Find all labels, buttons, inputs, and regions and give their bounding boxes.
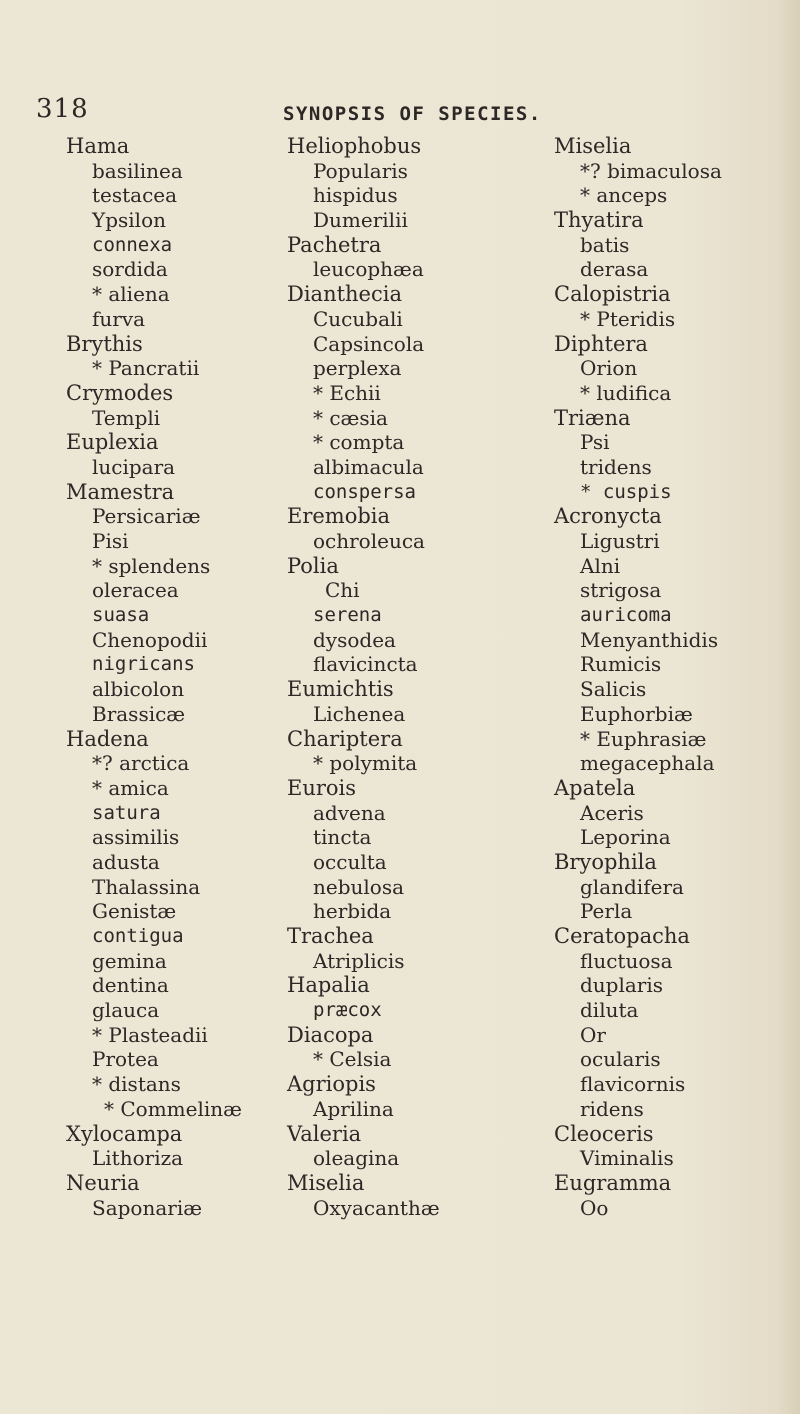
species-name: derasa <box>580 257 649 282</box>
genus-heading: Crymodes <box>66 380 174 405</box>
genus-heading: Hadena <box>66 726 149 751</box>
species-name: perplexa <box>313 356 402 381</box>
species-name: oleagina <box>313 1146 400 1171</box>
genus-heading: Mamestra <box>66 479 175 504</box>
species-name: Genistæ <box>92 899 177 924</box>
species-name: tridens <box>580 454 652 479</box>
species-name: Popularis <box>313 158 408 183</box>
genus-heading: Xylocampa <box>66 1121 183 1146</box>
genus-heading: Trachea <box>287 924 374 948</box>
genus-heading: Miselia <box>554 134 632 158</box>
species-name: diluta <box>580 998 639 1023</box>
species-name: * Commelinæ <box>104 1096 242 1121</box>
species-name: * amica <box>92 775 169 800</box>
species-name: * Pancratii <box>92 356 200 381</box>
species-name: Aceris <box>580 800 644 825</box>
genus-heading: Eugramma <box>554 1170 672 1195</box>
genus-heading: Brythis <box>66 331 143 356</box>
species-name: satura <box>92 801 161 824</box>
species-name: * Pteridis <box>580 306 676 331</box>
genus-heading: Triæna <box>554 405 631 430</box>
genus-heading: Euplexia <box>66 430 159 455</box>
species-name: tincta <box>313 825 372 850</box>
genus-heading: Apatela <box>554 775 636 800</box>
species-name: contigua <box>92 925 184 947</box>
species-name: glandifera <box>580 874 684 899</box>
species-name: hispidus <box>313 183 398 208</box>
species-name: Brassicæ <box>92 701 186 726</box>
species-name: * cæsia <box>313 405 388 430</box>
genus-heading: Hama <box>66 134 130 158</box>
species-name: * ludifica <box>580 380 672 405</box>
species-name: * distans <box>92 1072 181 1097</box>
genus-heading: Chariptera <box>287 726 403 751</box>
species-name: adusta <box>92 849 160 874</box>
species-name: Chi <box>325 578 360 603</box>
species-name: suasa <box>92 604 150 627</box>
species-name: oleracea <box>92 578 179 603</box>
species-name: fluctuosa <box>580 948 673 973</box>
species-name: Thalassina <box>92 874 201 899</box>
species-name: flavicincta <box>313 652 418 677</box>
species-name: glauca <box>92 998 160 1023</box>
genus-heading: Neuria <box>66 1170 140 1195</box>
species-column-3 <box>554 134 722 1220</box>
species-name: flavicornis <box>580 1072 686 1097</box>
species-name: Cucubali <box>313 306 403 331</box>
genus-heading: Polia <box>287 553 339 578</box>
species-name: Rumicis <box>580 652 662 677</box>
species-name: * Celsia <box>313 1047 392 1072</box>
species-name: batis <box>580 232 630 257</box>
species-name: Dumerilii <box>313 208 408 233</box>
species-name: * splendens <box>92 553 211 578</box>
species-name: Capsincola <box>313 331 425 356</box>
genus-heading: Eremobia <box>287 504 391 529</box>
species-name: strigosa <box>580 578 662 603</box>
species-name: Salicis <box>580 677 647 702</box>
species-name: dentina <box>92 973 169 998</box>
species-name: advena <box>313 800 386 825</box>
species-name: nebulosa <box>313 874 405 899</box>
genus-heading: Eurois <box>287 775 357 800</box>
species-name: *? arctica <box>92 751 190 776</box>
species-name: herbida <box>313 899 392 924</box>
genus-heading: Ceratopacha <box>554 924 690 948</box>
species-name: sordida <box>92 257 168 282</box>
species-name: Persicariæ <box>92 504 201 529</box>
genus-heading: Dianthecia <box>287 282 402 307</box>
species-name: Lithoriza <box>92 1146 184 1171</box>
species-name: * Echii <box>313 380 381 405</box>
species-name: basilinea <box>92 158 183 183</box>
species-name: duplaris <box>580 973 664 998</box>
species-name: furva <box>92 306 146 331</box>
species-column-2 <box>287 134 440 1220</box>
species-name: Leporina <box>580 825 671 850</box>
genus-heading: Diphtera <box>554 331 648 356</box>
species-name: testacea <box>92 183 178 208</box>
species-name: Atriplicis <box>313 948 405 973</box>
species-name: Ypsilon <box>92 208 166 233</box>
species-name: Oxyacanthæ <box>313 1195 440 1220</box>
species-name: assimilis <box>92 825 180 850</box>
species-name: Orion <box>580 356 638 381</box>
species-name: Saponariæ <box>92 1195 203 1220</box>
genus-heading: Heliophobus <box>287 134 422 158</box>
species-name: connexa <box>92 233 173 256</box>
species-name: Menyanthidis <box>580 627 719 652</box>
genus-heading: Acronycta <box>554 504 662 529</box>
species-name: dysodea <box>313 627 396 652</box>
species-name: conspersa <box>313 480 416 503</box>
species-name: Perla <box>580 899 633 924</box>
species-name: nigricans <box>92 653 195 676</box>
genus-heading: Pachetra <box>287 232 382 257</box>
species-name: * Euphrasiæ <box>580 726 707 751</box>
genus-heading: Hapalia <box>287 973 370 998</box>
genus-heading: Agriopis <box>287 1072 376 1097</box>
species-name: * polymita <box>313 751 418 776</box>
species-name: Or <box>580 1022 606 1047</box>
species-name: Viminalis <box>580 1146 674 1171</box>
species-name: serena <box>313 604 382 627</box>
genus-heading: Thyatira <box>554 208 644 233</box>
species-name: *? bimaculosa <box>580 158 722 183</box>
species-name: Chenopodii <box>92 627 208 652</box>
running-head-title: SYNOPSIS OF SPECIES. <box>283 103 542 125</box>
species-name: Alni <box>580 553 621 578</box>
species-name: Ligustri <box>580 529 660 553</box>
species-name: gemina <box>92 948 167 973</box>
species-name: leucophæa <box>313 257 424 282</box>
species-name: ridens <box>580 1096 644 1121</box>
species-name: occulta <box>313 849 387 874</box>
species-name: * aliena <box>92 282 170 307</box>
species-name: auricoma <box>580 604 672 627</box>
species-name: lucipara <box>92 454 176 479</box>
species-name: * Plasteadii <box>92 1022 208 1047</box>
species-name: megacephala <box>580 751 715 776</box>
genus-heading: Eumichtis <box>287 677 394 702</box>
genus-heading: Cleoceris <box>554 1121 654 1146</box>
species-name: Lichenea <box>313 701 406 726</box>
species-name: * cuspis <box>580 480 672 503</box>
genus-heading: Bryophila <box>554 849 657 874</box>
species-name: * compta <box>313 430 405 455</box>
genus-heading: Miselia <box>287 1170 365 1195</box>
species-name: Euphorbiæ <box>580 701 693 726</box>
species-name: præcox <box>313 999 382 1022</box>
species-name: ocularis <box>580 1047 661 1072</box>
species-name: ochroleuca <box>313 529 425 553</box>
species-name: albicolon <box>92 677 185 702</box>
species-name: albimacula <box>313 454 424 479</box>
genus-heading: Valeria <box>287 1121 362 1146</box>
species-name: Templi <box>92 405 161 430</box>
page-number: 318 <box>36 94 89 124</box>
genus-heading: Diacopa <box>287 1022 374 1047</box>
species-name: Aprilina <box>313 1096 394 1121</box>
species-name: * anceps <box>580 183 668 208</box>
species-name: Protea <box>92 1047 159 1072</box>
genus-heading: Calopistria <box>554 282 671 307</box>
species-name: Pisi <box>92 529 129 553</box>
species-name: Psi <box>580 430 610 455</box>
species-name: Oo <box>580 1195 609 1220</box>
species-column-1 <box>66 134 242 1220</box>
